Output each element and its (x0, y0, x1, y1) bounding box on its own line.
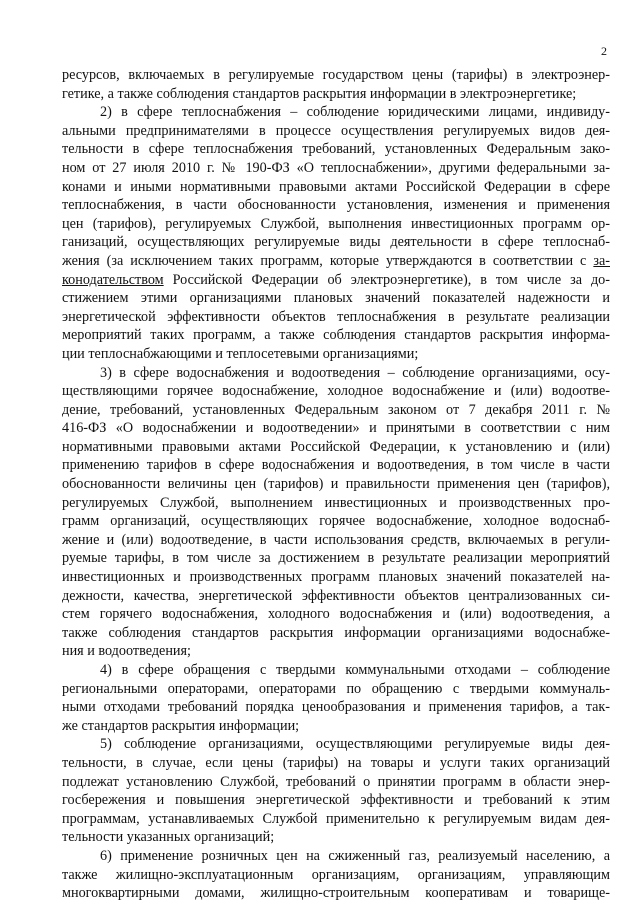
text-line: конами и иными нормативными правовыми актами Российской Федерации в сфере (62, 178, 610, 195)
page-number: 2 (601, 44, 607, 58)
text-line: цен (тарифов), регулируемых Службой, выполнения инвестиционных программ ор- (62, 215, 610, 232)
text-line: ресурсов, включаемых в регулируемые государством цены (тарифы) в электроэнер- (62, 67, 610, 83)
text-line: региональными операторами, операторами по обращению с твердыми коммуналь- (62, 680, 610, 697)
text-line: дение, требований, установленных Федеральным законом от 7 декабря 2011 г. № (62, 401, 610, 418)
document-body (62, 66, 610, 903)
text-line: 2) в сфере теплоснабжения – соблюдение юридическими лицами, индивиду- (100, 104, 610, 121)
text-line: 4) в сфере обращения с твердыми коммунальными отходами – соблюдение (100, 662, 610, 678)
text-line: программам, устанавливаемых Службой применительно к регулируемым видам дея- (62, 810, 610, 827)
text-line: обоснованности величины цен (тарифов) и правильности применения цен (тарифов), (62, 476, 610, 493)
text-line: 5) соблюдение организациями, осуществляющими регулируемые виды дея- (100, 736, 610, 753)
legislation-link[interactable]: конодательством (62, 271, 164, 288)
text-line: же стандартов раскрытия информации; (62, 717, 300, 734)
text-line: также соблюдения стандартов раскрытия информации организациями водоснабже- (62, 624, 610, 641)
text-line: ции теплоснабжающими и теплосетевыми организациями; (62, 345, 419, 362)
text-line: госбережения и повышения энергетической эффективности и требований к этим (62, 792, 610, 809)
text-line: инвестиционных и производственных программ плановых значений показателей на- (62, 569, 610, 586)
text-line: стем горячего водоснабжения, холодного водоснабжения и (или) водоотведения, а (62, 606, 610, 623)
text-line: тельности в сфере теплоснабжения требований, установленных Федеральным зако- (62, 141, 610, 158)
text-line: теплоснабжения, в части обоснованности установления, изменения и применения (62, 197, 610, 214)
text-line: регулируемых Службой, выполнением инвестиционных и производственных про- (62, 494, 610, 511)
text-line: жение и (или) водоотведение, в части использования средств, включаемых в регули- (62, 531, 610, 548)
legislation-link[interactable]: за- (593, 252, 610, 269)
text-line: многоквартирными домами, жилищно-строительным кооперативам и товарище- (62, 885, 610, 902)
text-line: альными предпринимателями в процессе осуществления регулируемых видов дея- (62, 122, 610, 139)
text-line: ными отходами требований порядка ценообразования и применения тарифов, а так- (62, 699, 610, 716)
text-line: энергетической эффективности объектов теплоснабжения в результате реализации (62, 308, 610, 325)
text-line: дежности, качества, энергетической эффективности объектов централизованных си- (62, 587, 610, 604)
text-line: тельности указанных организаций; (62, 829, 275, 846)
text-line: нормативными правовыми актами Российской Федерации, к установлению и (или) (62, 438, 610, 455)
text-line: ном от 27 июля 2010 г. № 190-ФЗ «О теплоснабжении», другими федеральными за- (62, 159, 610, 176)
text-line: ния и водоотведения; (62, 643, 191, 660)
text-line: также жилищно-эксплуатационным организациям, организациям, управляющим (62, 866, 610, 883)
text-line: ществляющими горячее водоснабжение, холодное водоснабжение и (или) водоотве- (62, 383, 610, 400)
text-line: стижением этими организациями плановых значений показателей надежности и (62, 290, 610, 307)
text-line: жения (за исключением таких программ, которые утверждаются в соответствии с за- (62, 252, 610, 269)
text-line: 416-ФЗ «О водоснабжении и водоотведении» и принятыми в соответствии с ним (62, 420, 610, 437)
text-line: гетике, а также соблюдения стандартов раскрытия информации в электроэнергетике; (62, 85, 577, 102)
text-line: мероприятий таких программ, а также соблюдения стандартов раскрытия информа- (62, 327, 610, 344)
text-line: применению тарифов в сфере водоснабжения и водоотведения, в том числе в части (62, 457, 610, 474)
text-line: тельности, в случае, если цены (тарифы) на товары и услуги таких организаций (62, 754, 610, 771)
text-line: 6) применение розничных цен на сжиженный газ, реализуемый населению, а (100, 847, 610, 864)
text-line: конодательством Российской Федерации об электроэнергетике), в том числе за до- (62, 271, 610, 288)
text-line: грамм организаций, осуществляющих горячее водоснабжение, холодное водоснаб- (62, 513, 610, 530)
text-line: подлежат установлению Службой, требований о принятии программ в области энер- (62, 773, 610, 790)
text-line: 3) в сфере водоснабжения и водоотведения – соблюдение организациями, осу- (100, 364, 610, 381)
text-line: ганизаций, осуществляющих регулируемые виды деятельности в сфере теплоснаб- (62, 234, 610, 251)
text-line: руемые тарифы, в том числе за достижением в результате реализации мероприятий (62, 550, 610, 567)
